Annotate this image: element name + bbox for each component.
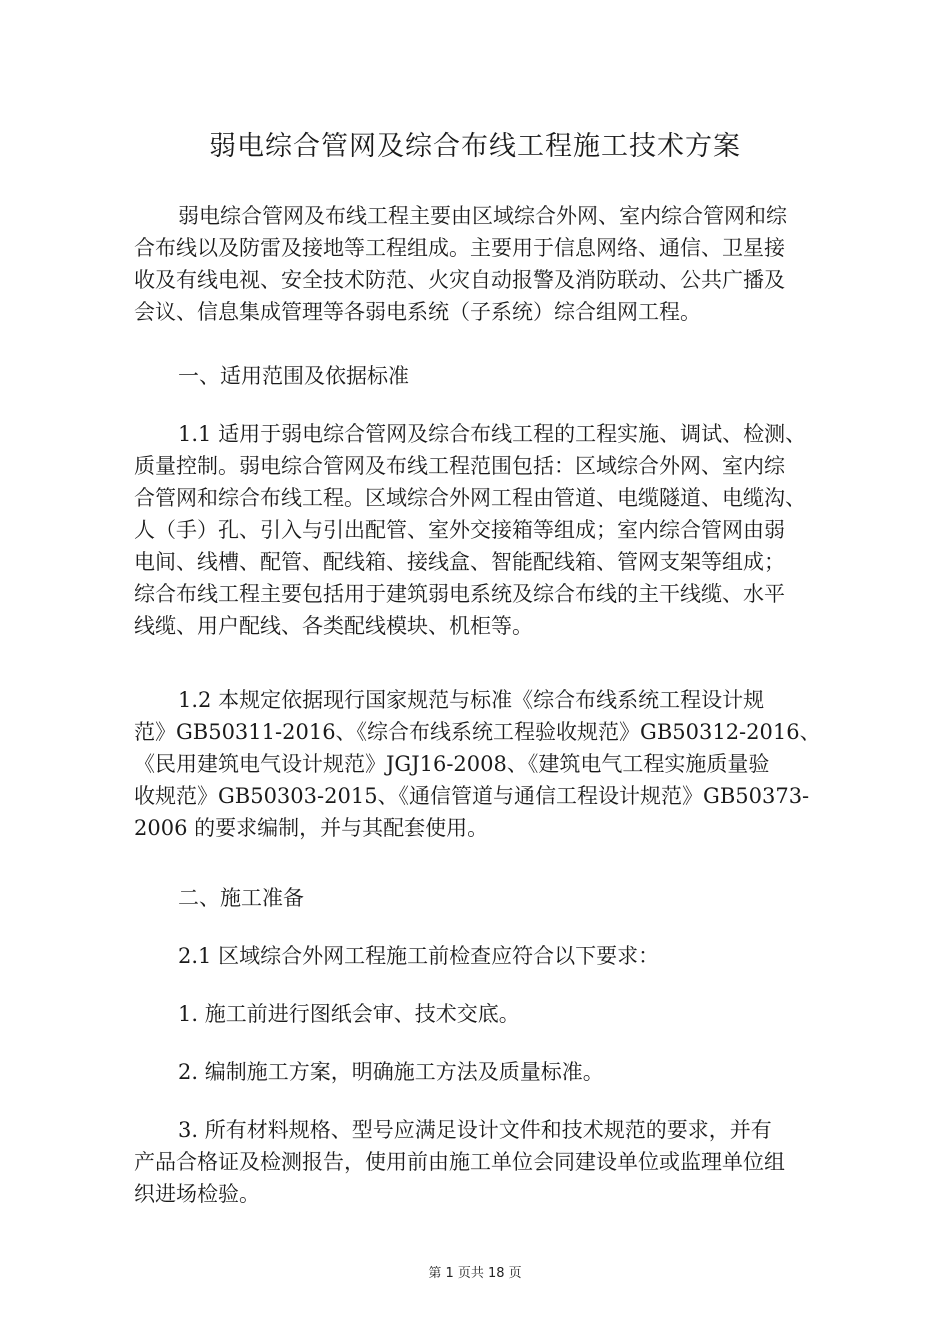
paragraph-line: 弱电综合管网及布线工程主要由区域综合外网、室内综合管网和综 [178, 204, 787, 228]
list-item-2 [134, 1056, 834, 1088]
paragraph-line: 收及有线电视、安全技术防范、火灾自动报警及消防联动、公共广播及 [134, 268, 785, 292]
list-item-1 [134, 998, 834, 1030]
paragraph-line: 范》GB50311-2016、《综合布线系统工程验收规范》GB50312-2016、 [134, 720, 821, 744]
paragraph-line: 电间、线槽、配管、配线箱、接线盒、智能配线箱、管网支架等组成； [134, 550, 785, 574]
list-item-3 [134, 1114, 834, 1210]
section-heading-1 [134, 360, 834, 392]
paragraph-line: 2.1 区域综合外网工程施工前检查应符合以下要求： [178, 944, 660, 968]
paragraph-intro [134, 200, 834, 328]
list-item-text: 产品合格证及检测报告，使用前由施工单位会同建设单位或监理单位组 [134, 1150, 785, 1174]
paragraph-2-1 [134, 940, 834, 972]
list-item-text: 3. 所有材料规格、型号应满足设计文件和技术规范的要求，并有 [178, 1118, 772, 1142]
paragraph-line: 合管网和综合布线工程。区域综合外网工程由管道、电缆隧道、电缆沟、 [134, 486, 806, 510]
document-title: 弱电综合管网及综合布线工程施工技术方案 [209, 131, 741, 162]
paragraph-line: 收规范》GB50303-2015、《通信管道与通信工程设计规范》GB50373- [134, 784, 810, 808]
list-item-text: 1. 施工前进行图纸会审、技术交底。 [178, 1002, 520, 1026]
paragraph-line: 1.2 本规定依据现行国家规范与标准《综合布线系统工程设计规 [178, 688, 765, 712]
section-heading-text: 一、适用范围及依据标准 [178, 364, 409, 388]
paragraph-1-2 [134, 684, 834, 844]
paragraph-line: 《民用建筑电气设计规范》JGJ16-2008、《建筑电气工程实施质量验 [134, 752, 770, 776]
paragraph-1-1 [134, 418, 834, 642]
paragraph-line: 质量控制。弱电综合管网及布线工程范围包括：区域综合外网、室内综 [134, 454, 785, 478]
page-footer: 第 1 页共 18 页 [428, 1266, 522, 1281]
paragraph-line: 人（手）孔、引入与引出配管、室外交接箱等组成；室内综合管网由弱 [134, 518, 785, 542]
section-heading-2 [134, 882, 834, 914]
paragraph-line: 1.1 适用于弱电综合管网及综合布线工程的工程实施、调试、检测、 [178, 422, 807, 446]
list-item-text: 2. 编制施工方案，明确施工方法及质量标准。 [178, 1060, 604, 1084]
paragraph-line: 合布线以及防雷及接地等工程组成。主要用于信息网络、通信、卫星接 [134, 236, 785, 260]
paragraph-line: 线缆、用户配线、各类配线模块、机柜等。 [134, 614, 533, 638]
section-heading-text: 二、施工准备 [178, 886, 304, 910]
paragraph-line: 综合布线工程主要包括用于建筑弱电系统及综合布线的主干线缆、水平 [134, 582, 785, 606]
list-item-text: 织进场检验。 [134, 1182, 260, 1206]
paragraph-line: 会议、信息集成管理等各弱电系统（子系统）综合组网工程。 [134, 300, 701, 324]
paragraph-line: 2006 的要求编制，并与其配套使用。 [134, 816, 489, 840]
